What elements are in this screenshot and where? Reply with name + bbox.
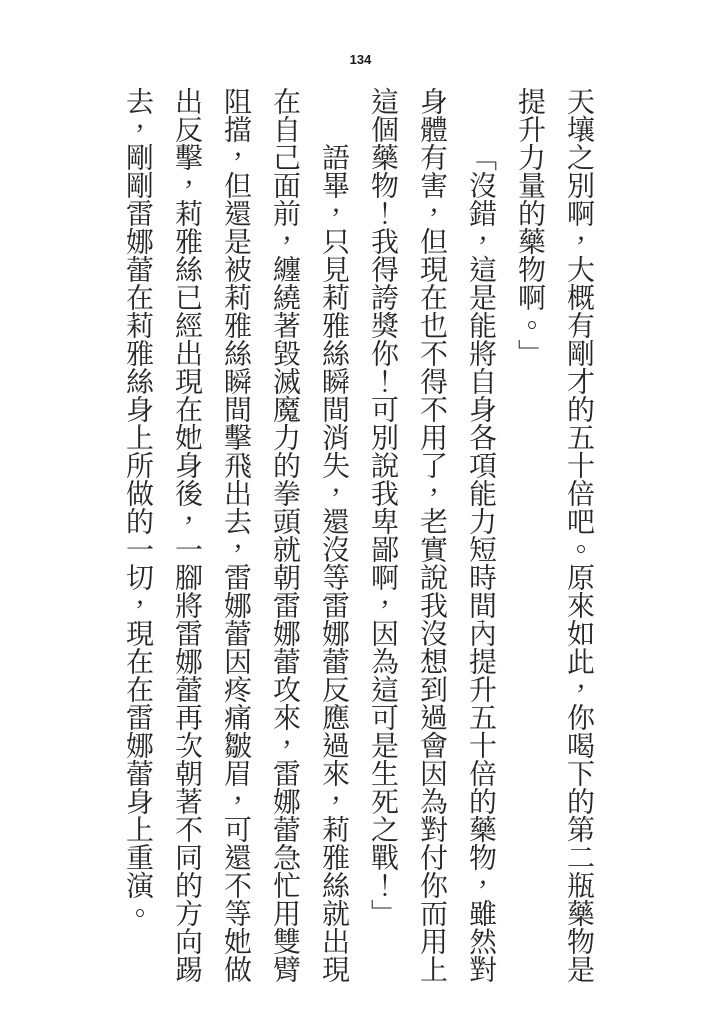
vertical-text-block [113, 87, 603, 983]
paragraph-2: 「沒錯，這是能將自身各項能力短時間內提升五十倍的藥物，雖然對身體有害，但現在也不得不用了，老實說我沒想到過會因為對付你而用上這個藥物！我得誇獎你！可別說我卑鄙啊，因為這可是生死之戰！」 [367, 87, 496, 983]
paragraph-1: 天壤之別啊，大概有剛才的五十倍吧。原來如此，你喝下的第二瓶藥物是提升力量的藥物啊。」 [514, 87, 594, 983]
paragraph-3: 語畢，只見莉雅絲瞬間消失，還沒等雷娜蕾反應過來，莉雅絲就出現在自己面前，纏繞著毀滅魔力的拳頭就朝雷娜蕾攻來，雷娜蕾急忙用雙臂阻擋，但還是被莉雅絲瞬間擊飛出去，雷娜蕾因疼痛皺眉，可還不等她做出反擊，莉雅絲已經出現在她身後，一腳將雷娜蕾再次朝著不同的方向踢去，剛剛雷娜蕾在莉雅絲身上所做的一切，現在在雷娜蕾身上重演。 [122, 87, 349, 983]
page-number: 134 [349, 52, 372, 67]
